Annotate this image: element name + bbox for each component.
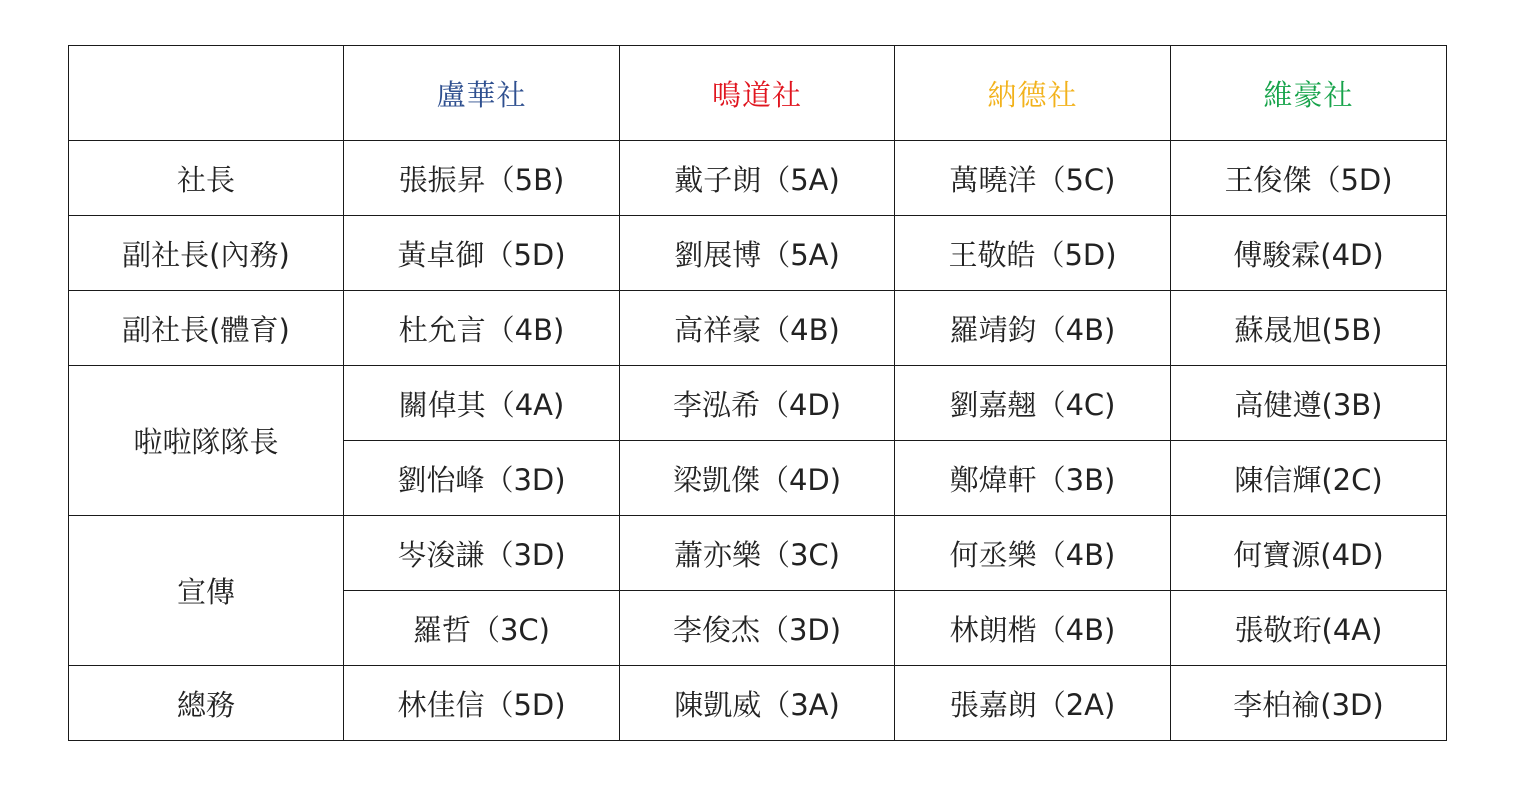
member-cell: 張敬珩(4A) bbox=[1171, 591, 1447, 666]
member-cell: 岑浚謙（3D) bbox=[344, 516, 620, 591]
member-cell: 王敬皓（5D) bbox=[895, 216, 1171, 291]
member-cell: 何丞樂（4B) bbox=[895, 516, 1171, 591]
member-cell: 萬曉洋（5C) bbox=[895, 141, 1171, 216]
member-cell: 李柏褕(3D) bbox=[1171, 666, 1447, 741]
member-cell: 劉怡峰（3D) bbox=[344, 441, 620, 516]
member-cell: 陳信輝(2C) bbox=[1171, 441, 1447, 516]
table-row bbox=[69, 516, 1447, 591]
member-cell: 林朗楷（4B) bbox=[895, 591, 1171, 666]
role-cell-cheer-captain: 啦啦隊隊長 bbox=[69, 366, 344, 516]
member-cell: 蘇晟旭(5B) bbox=[1171, 291, 1447, 366]
table-row bbox=[69, 216, 1447, 291]
member-cell: 高健遵(3B) bbox=[1171, 366, 1447, 441]
member-cell: 高祥豪（4B) bbox=[620, 291, 895, 366]
role-cell-president: 社長 bbox=[69, 141, 344, 216]
member-cell: 鄭煒軒（3B) bbox=[895, 441, 1171, 516]
member-cell: 蕭亦樂（3C) bbox=[620, 516, 895, 591]
corner-cell bbox=[69, 46, 344, 141]
table-row bbox=[69, 366, 1447, 441]
member-cell: 林佳信（5D) bbox=[344, 666, 620, 741]
member-cell: 王俊傑（5D) bbox=[1171, 141, 1447, 216]
member-cell: 杜允言（4B) bbox=[344, 291, 620, 366]
role-cell-vp-sports: 副社長(體育) bbox=[69, 291, 344, 366]
house-header-ming-to: 鳴道社 bbox=[620, 46, 895, 141]
member-cell: 羅哲（3C) bbox=[344, 591, 620, 666]
role-cell-vp-internal: 副社長(內務) bbox=[69, 216, 344, 291]
member-cell: 羅靖鈞（4B) bbox=[895, 291, 1171, 366]
member-cell: 陳凱威（3A) bbox=[620, 666, 895, 741]
house-header-nap-tak: 納德社 bbox=[895, 46, 1171, 141]
member-cell: 梁凱傑（4D) bbox=[620, 441, 895, 516]
house-header-wai-ho: 維豪社 bbox=[1171, 46, 1447, 141]
table-row bbox=[69, 666, 1447, 741]
member-cell: 黃卓御（5D) bbox=[344, 216, 620, 291]
member-cell: 劉展博（5A) bbox=[620, 216, 895, 291]
member-cell: 劉嘉翹（4C) bbox=[895, 366, 1171, 441]
member-cell: 關倬其（4A) bbox=[344, 366, 620, 441]
house-header-lu-wah: 盧華社 bbox=[344, 46, 620, 141]
member-cell: 張振昇（5B) bbox=[344, 141, 620, 216]
member-cell: 李泓希（4D) bbox=[620, 366, 895, 441]
table-row bbox=[69, 291, 1447, 366]
member-cell: 傅駿霖(4D) bbox=[1171, 216, 1447, 291]
role-cell-general-affairs: 總務 bbox=[69, 666, 344, 741]
member-cell: 何寶源(4D) bbox=[1171, 516, 1447, 591]
member-cell: 張嘉朗（2A) bbox=[895, 666, 1171, 741]
member-cell: 戴子朗（5A) bbox=[620, 141, 895, 216]
table-row bbox=[69, 141, 1447, 216]
house-officers-table bbox=[68, 45, 1447, 741]
member-cell: 李俊杰（3D) bbox=[620, 591, 895, 666]
role-cell-publicity: 宣傳 bbox=[69, 516, 344, 666]
header-row bbox=[69, 46, 1447, 141]
